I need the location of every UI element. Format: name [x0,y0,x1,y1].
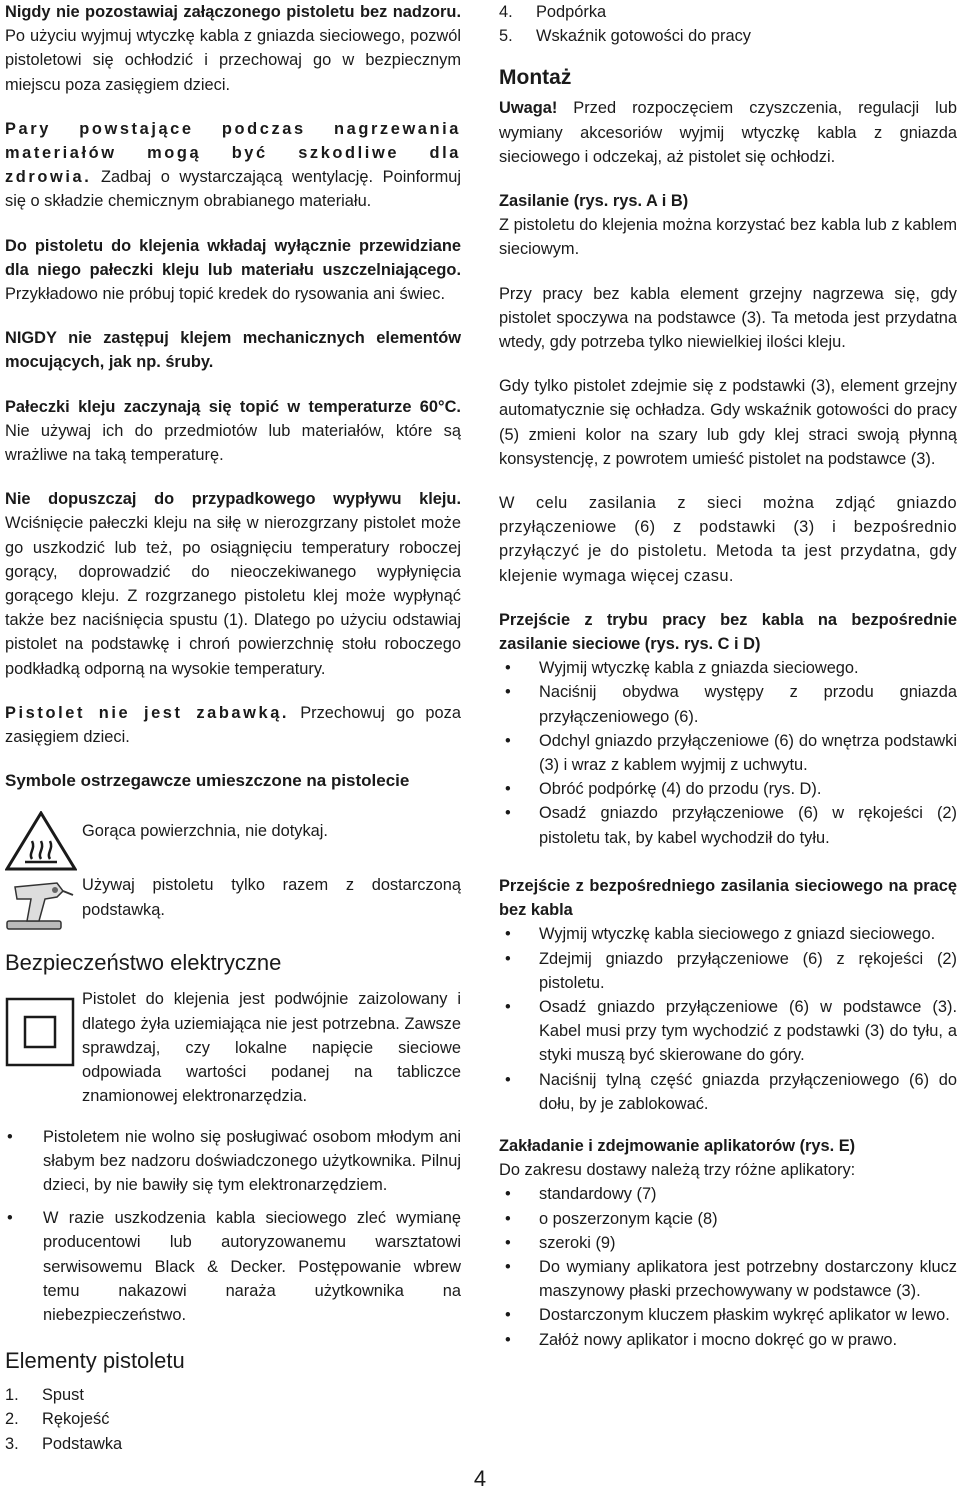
list-item: • Odchyl gniazdo przyłączeniowe (6) do wnętrza podstawki (3) i wraz z kablem wyjmij z uchwytu. [499,729,957,777]
list-item: • Zdejmij gniazdo przyłączeniowe (6) z rękojeści (2) pistoletu. [499,947,957,995]
list-item: • Dostarczonym kluczem płaskim wykręć aplikator w lewo. [499,1303,957,1327]
hot-surface-text: Gorąca powierzchnia, nie dotykaj. [82,822,328,841]
fasteners-warning: NIGDY nie zastępuj klejem mechanicznych elementów mocujących, jak np. śruby. [5,329,461,372]
list-item: • Obróć podpórkę (4) do przodu (rys. D). [499,777,957,801]
to-cordless-steps [499,922,957,1116]
to-cordless-heading: Przejście z bezpośredniego zasilania sieciowego na pracę bez kabla [499,876,957,920]
left-column [5,0,461,1456]
list-item: • Załóż nowy aplikator i mocno dokręć go w prawo. [499,1328,957,1352]
list-item: • Naciśnij tylną część gniazda przyłączeniowego (6) do dołu, by je zablokować. [499,1068,957,1116]
list-item: 4. Podpórka [499,3,607,21]
glue-leak-warning: Nie dopuszczaj do przypadkowego wypływu kleju. Wciśnięcie pałeczki kleju na siłę w nierozgrzany pistolet może go uszkodzić lub też, po osiągnięciu temperatury roboczej gorący, doprowadzić do nieoczekiwanego wypłynięcia gorącego kleju. Z rozgrzanego pistoletu klej może wypłynąć także bez naciśnięcia spustu (1). Dlatego po użyciu odstawiaj pistolet na podstawkę i chroń powierzchnię stołu roboczego podkładką odporną na wysokie temperatury. [5,490,461,678]
stand-symbol-row [5,873,461,931]
list-item: • Pistoletem nie wolno się posługiwać osobom młodym ani słabym bez nadzoru doświadczonego użytkownika. Pilnuj dzieci, by nie bawiły się tym elektronarzędziem. [5,1125,461,1198]
elements-list-continued [499,0,957,48]
cordless-text: Przy pracy bez kabla element grzejny nagrzewa się, gdy pistolet spoczywa na podstawce (3). Ta metoda jest przydatna wtedy, gdy potrzeba tylko niewielkiej ilości kleju. [499,284,957,352]
glue-gun-on-stand-icon [5,877,77,933]
elements-list [5,1383,461,1456]
cooling-text: Gdy tylko pistolet zdejmie się z podstawki (3), element grzejny automatycznie się ochładza. Gdy wskaźnik gotowości do pracy (5) zmieni kolor na szary lub gdy klej straci swoją płynną konsystencję, z powrotem umieść pistolet na podstawce (3). [499,377,957,468]
list-item: 2. Rękojeść [5,1410,110,1429]
to-mains-steps [499,656,957,850]
symbols-heading: Symbole ostrzegawcze umieszczone na pistolecie [5,771,410,791]
list-item: • Wyjmij wtyczkę kabla sieciowego z gniazd sieciowego. [499,922,957,946]
list-item: • standardowy (7) [499,1182,957,1206]
glue-sticks-warning: Do pistoletu do klejenia wkładaj wyłącznie przewidziane dla niego pałeczki kleju lub materiału uszczelniającego. Przykładowo nie próbuj topić kredek do rysowania ani świec. [5,236,461,304]
hot-surface-symbol-row [5,807,461,865]
double-insulation-row [5,987,461,1108]
to-mains-heading: Przejście z trybu pracy bez kabla na bezpośrednie zasilanie sieciowe (rys. rys. C i D) [499,610,957,654]
fumes-warning: Pary powstające podczas nagrzewania materiałów mogą być szkodliwe dla zdrowia. Zadbaj o wystarczającą wentylację. Poinformuj się o składzie chemicznym obrabianego materiału. [5,119,461,211]
list-item: • o poszerzonym kącie (8) [499,1207,957,1231]
list-item: • szeroki (9) [499,1231,957,1255]
power-section: Zasilanie (rys. rys. A i B) Z pistoletu do klejenia można korzystać bez kabla lub z kablem sieciowym. [499,192,957,259]
applicators-section: Zakładanie i zdejmowanie aplikatorów (rys. E) Do zakresu dostawy należą trzy różne aplikatory: [499,1136,856,1180]
electrical-bullets [5,1125,461,1328]
electrical-safety-heading: Bezpieczeństwo elektryczne [5,950,282,976]
list-item: • Do wymiany aplikatora jest potrzebny dostarczony klucz maszynowy płaski przechowywany w podstawce (3). [499,1255,957,1303]
list-item: 3. Podstawka [5,1434,123,1453]
applicators-list [499,1182,957,1351]
page-number: 4 [473,1466,487,1491]
list-item: • Osadź gniazdo przyłączeniowe (6) w rękojeści (2) pistoletu tak, by kabel wychodził do tyłu. [499,801,957,849]
stand-text: Używaj pistoletu tylko razem z dostarczoną podstawką. [82,876,461,919]
list-item: • Wyjmij wtyczkę kabla z gniazda sieciowego. [499,656,957,680]
list-item: • Osadź gniazdo przyłączeniowe (6) w podstawce (3). Kabel musi przy tym wychodzić z podstawki (3) do tyłu, a styki muszą być skierowane do góry. [499,995,957,1068]
list-item: 5. Wskaźnik gotowości do pracy [499,27,751,46]
list-item: • Naciśnij obydwa występy z przodu gniazda przyłączeniowego (6). [499,680,957,728]
double-insulation-text: Pistolet do klejenia jest podwójnie zaizolowany i dlatego żyła uziemiająca nie jest potrzebna. Zawsze sprawdzaj, czy lokalne napięcie sieciowe odpowiada wartości podanej na tabliczce znamionowej elektronarzędzia. [82,990,461,1106]
hot-surface-icon [5,811,77,871]
assembly-warning: Uwaga! Przed rozpoczęciem czyszczenia, regulacji lub wymiany akcesoriów wyjmij wtyczkę kabla z gniazda sieciowego i odczekaj, aż pistolet się ochłodzi. [499,99,957,166]
assembly-heading: Montaż [499,66,572,90]
right-column [499,0,957,1352]
elements-heading: Elementy pistoletu [5,1348,185,1374]
list-item: • W razie uszkodzenia kabla sieciowego zleć wymianę producentowi lub autoryzowanemu warsztatowi serwisowemu Black & Decker. Postępowanie wbrew temu nakazowi naraża użytkownika na niebezpieczeństwo. [5,1206,461,1327]
unattended-warning: Nigdy nie pozostawiaj załączonego pistoletu bez nadzoru. Po użyciu wyjmuj wtyczkę kabla z gniazda sieciowego, pozwól pistoletowi się ochłodzić i przechowaj go w bezpiecznym miejscu poza zasięgiem dzieci. [5,3,461,94]
list-item: 1. Spust [5,1386,84,1405]
mains-text: W celu zasilania z sieci można zdjąć gniazdo przyłączeniowe (6) z podstawki (3) i bezpośrednio przyłączyć je do pistoletu. Metoda ta jest przydatna, gdy klejenie wymaga więcej czasu. [499,494,957,585]
temperature-warning: Pałeczki kleju zaczynają się topić w temperaturze 60°C. Nie używaj ich do przedmiotów lub materiałów, które są wrażliwe na taką temperaturę. [5,397,461,465]
double-insulation-icon [5,997,75,1067]
not-a-toy-warning: Pistolet nie jest zabawką. Przechowuj go poza zasięgiem dzieci. [5,703,461,747]
